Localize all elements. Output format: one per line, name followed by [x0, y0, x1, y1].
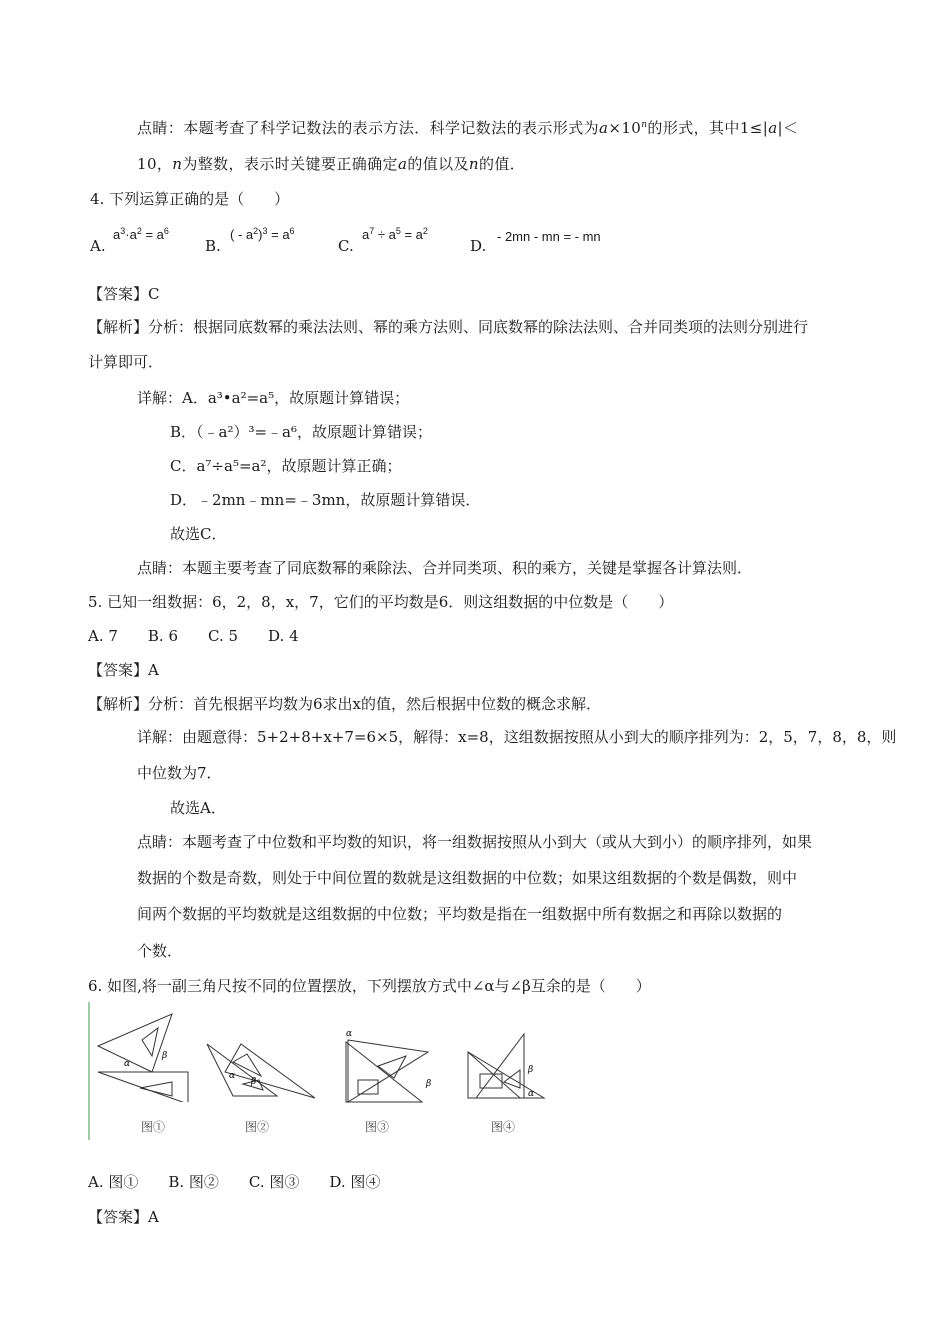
q4-detail-d: D．﹣2mn﹣mn=﹣3mn，故原题计算错误．	[170, 491, 481, 509]
t: ( - a	[230, 227, 254, 242]
q4-option-a-expr	[113, 226, 169, 244]
t: a	[362, 227, 370, 242]
var-a: a	[599, 119, 609, 137]
figure-margin-bar	[88, 1002, 90, 1140]
t: = a	[141, 227, 164, 242]
q5-choose: 故选A．	[170, 799, 226, 817]
q4-detail-c: C．a⁷÷a⁵=a²，故原题计算正确；	[170, 457, 402, 475]
figure-2	[203, 1040, 321, 1104]
q5-comment-1: 点睛：本题考查了中位数和平均数的知识，将一组数据按照从小到大（或从大到小）的顺序排列，如果	[137, 833, 813, 851]
q4-detail-a: 详解：A．a³•a²=a⁵，故原题计算错误；	[137, 389, 410, 407]
t: ÷ a	[374, 227, 396, 242]
text: 的值．	[478, 155, 526, 173]
q5-analysis-1: 【解析】分析：首先根据平均数为6求出x的值，然后根据中位数的概念求解．	[88, 695, 602, 713]
figure-4-caption: 图④	[491, 1120, 516, 1134]
t: 2	[253, 226, 259, 236]
q6-stem: 6. 如图,将一副三角尺按不同的位置摆放，下列摆放方式中∠α与∠β互余的是（ ）	[88, 977, 651, 995]
figure-3	[340, 1028, 440, 1108]
alpha-label: α	[229, 1071, 236, 1081]
q3-comment-text-3: |＜	[777, 119, 799, 137]
q4-detail-b: B．（﹣a²）³=﹣a⁶，故原题计算错误；	[170, 423, 433, 441]
t: 6	[163, 226, 169, 236]
q5-detail-2: 中位数为7．	[137, 764, 222, 782]
q3-comment-line2	[137, 154, 525, 174]
q4-stem: 4. 下列运算正确的是（ ）	[90, 190, 290, 208]
triangle-rulers-figure	[88, 1002, 568, 1142]
q4-option-c-label: C.	[338, 237, 354, 255]
q4-option-d-label: D.	[470, 237, 487, 255]
figure-4-drawing	[462, 1028, 554, 1108]
figure-4	[462, 1028, 554, 1108]
var-a: a	[397, 155, 408, 173]
q4-option-d-expr: - 2mn - mn = - mn	[497, 229, 601, 244]
q3-comment-text: 点睛：本题考查了科学记数法的表示方法．科学记数法的表示形式为	[137, 119, 600, 137]
q5-comment-4: 个数．	[137, 942, 183, 960]
alpha-label: α	[528, 1089, 535, 1099]
t: ·a	[125, 227, 137, 242]
var-a-2: a	[768, 119, 778, 137]
beta-label: β	[162, 1051, 168, 1061]
figure-3-drawing	[340, 1028, 440, 1108]
q5-answer: 【答案】A	[88, 661, 159, 679]
figure-1-caption: 图①	[141, 1120, 166, 1134]
var-n: n	[172, 155, 183, 173]
q4-choose: 故选C．	[170, 525, 227, 543]
q6-answer: 【答案】A	[88, 1208, 159, 1226]
q4-option-c-expr	[362, 226, 428, 244]
q4-option-b-expr	[230, 226, 295, 244]
q5-comment-2: 数据的个数是奇数，则处于中间位置的数就是这组数据的中位数；如果这组数据的个数是偶数，则中	[137, 869, 798, 887]
q5-options: A. 7 B. 6 C. 5 D. 4	[88, 627, 299, 645]
t: 3	[120, 226, 126, 236]
q4-analysis-2: 计算即可．	[88, 353, 164, 371]
q5-comment-3: 间两个数据的平均数就是这组数据的中位数；平均数是指在一组数据中所有数据之和再除以数据的	[137, 905, 783, 923]
alpha-label: α	[124, 1059, 131, 1069]
t: )	[258, 227, 263, 242]
figure-2-caption: 图②	[245, 1120, 270, 1134]
exp-n: n	[641, 120, 648, 130]
figure-1	[94, 1010, 198, 1102]
q4-comment: 点睛：本题主要考查了同底数幂的乘除法、合并同类项、积的乘方，关键是掌握各计算法则．	[137, 559, 753, 577]
t: = a	[400, 227, 423, 242]
q3-comment-line1	[137, 118, 798, 138]
q5-stem: 5. 已知一组数据：6，2，8，x，7，它们的平均数是6．则这组数据的中位数是（ ）	[88, 593, 674, 611]
q4-option-a-label: A.	[90, 237, 106, 255]
times-ten: ×10	[608, 119, 642, 137]
q5-detail-1: 详解：由题意得：5+2+8+x+7=6×5，解得：x=8，这组数据按照从小到大的顺序排列为：2，5，7，8，8，则	[137, 728, 897, 746]
t: 2	[422, 226, 428, 236]
q4-analysis-1: 【解析】分析：根据同底数幂的乘法法则、幂的乘方法则、同底数幂的除法法则、合并同类项的法则分别进行	[88, 318, 809, 336]
q4-answer: 【答案】C	[88, 285, 160, 303]
t: 3	[262, 226, 268, 236]
q3-comment-text-2: 的形式，其中1≤|	[647, 119, 769, 137]
text: 为整数，表示时关键要正确确定	[182, 155, 398, 173]
figure-3-caption: 图③	[365, 1120, 390, 1134]
figure-1-drawing	[94, 1010, 198, 1102]
var-n: n	[468, 155, 479, 173]
figure-2-drawing	[203, 1040, 321, 1104]
t: 7	[369, 226, 375, 236]
alpha-label: α	[346, 1029, 353, 1039]
beta-label: β	[426, 1079, 432, 1089]
text: 10，	[137, 155, 173, 173]
beta-label: β	[528, 1065, 534, 1075]
q6-options: A. 图① B. 图② C. 图③ D. 图④	[88, 1173, 381, 1191]
t: 5	[395, 226, 401, 236]
t: a	[113, 227, 121, 242]
text: 的值以及	[407, 155, 469, 173]
t: = a	[267, 227, 290, 242]
t: 2	[136, 226, 142, 236]
t: 6	[289, 226, 295, 236]
beta-label: β	[251, 1077, 257, 1087]
q4-option-b-label: B.	[205, 237, 221, 255]
